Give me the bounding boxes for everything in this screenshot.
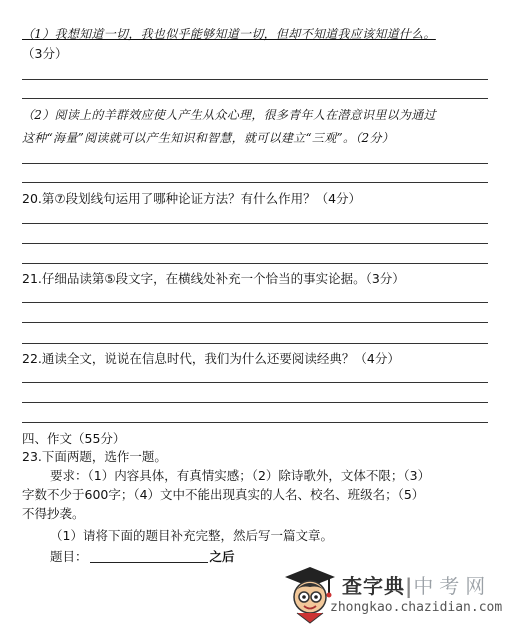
q23-requirement-2: 字数不少于600字；（4）文中不能出现真实的人名、校名、班级名；（5） <box>22 487 425 502</box>
q22-text: 22.通读全文，说说在信息时代，我们为什么还要阅读经典？（4分） <box>22 351 400 366</box>
watermark-subtitle: 中考网 <box>413 574 492 598</box>
q23-task-1: （1）请将下面的题目补充完整，然后写一篇文章。 <box>50 528 333 543</box>
q23-requirement-1: 要求：（1）内容具体，有真情实感；（2）除诗歌外，文体不限；（3） <box>50 468 431 483</box>
q1-points: （3分） <box>22 46 68 61</box>
answer-line[interactable] <box>22 163 488 164</box>
topic-blank[interactable] <box>90 549 208 563</box>
essay-topic <box>50 548 235 565</box>
q1-line1: （1）我想知道一切，我也似乎能够知道一切，但却不知道我应该知道什么。 <box>22 27 436 41</box>
watermark-title <box>342 570 491 599</box>
answer-line[interactable] <box>22 343 488 344</box>
q20-text: 20.第⑦段划线句运用了哪种论证方法？有什么作用？（4分） <box>22 191 362 206</box>
topic-label: 题目： <box>50 549 88 564</box>
answer-line[interactable] <box>22 223 488 224</box>
topic-suffix: 之后 <box>209 549 235 564</box>
q2-line1: （2）阅读上的羊群效应使人产生从众心理，很多青年人在潜意识里以为通过 <box>22 108 436 122</box>
q23-requirement-3: 不得抄袭。 <box>22 506 85 521</box>
watermark-separator: | <box>405 574 414 598</box>
q2-line2: 这种“海量”阅读就可以产生知识和智慧，就可以建立“三观”。（2分） <box>22 131 395 145</box>
answer-line[interactable] <box>22 302 488 303</box>
answer-line[interactable] <box>22 422 488 423</box>
answer-line[interactable] <box>22 79 488 80</box>
answer-line[interactable] <box>22 98 488 99</box>
answer-line[interactable] <box>22 402 488 403</box>
answer-line[interactable] <box>22 243 488 244</box>
q21-text: 21.仔细品读第⑤段文字，在横线处补充一个恰当的事实论据。（3分） <box>22 271 405 286</box>
answer-line[interactable] <box>22 263 488 264</box>
watermark-url: zhongkao.chazidian.com <box>330 600 503 615</box>
answer-line[interactable] <box>22 382 488 383</box>
mascot-logo-icon <box>283 565 337 625</box>
watermark-name: 查字典 <box>342 574 405 598</box>
answer-line[interactable] <box>22 182 488 183</box>
q23-title: 23.下面两题，选作一题。 <box>22 449 167 464</box>
answer-line[interactable] <box>22 322 488 323</box>
section-heading: 四、作文（55分） <box>22 431 126 446</box>
